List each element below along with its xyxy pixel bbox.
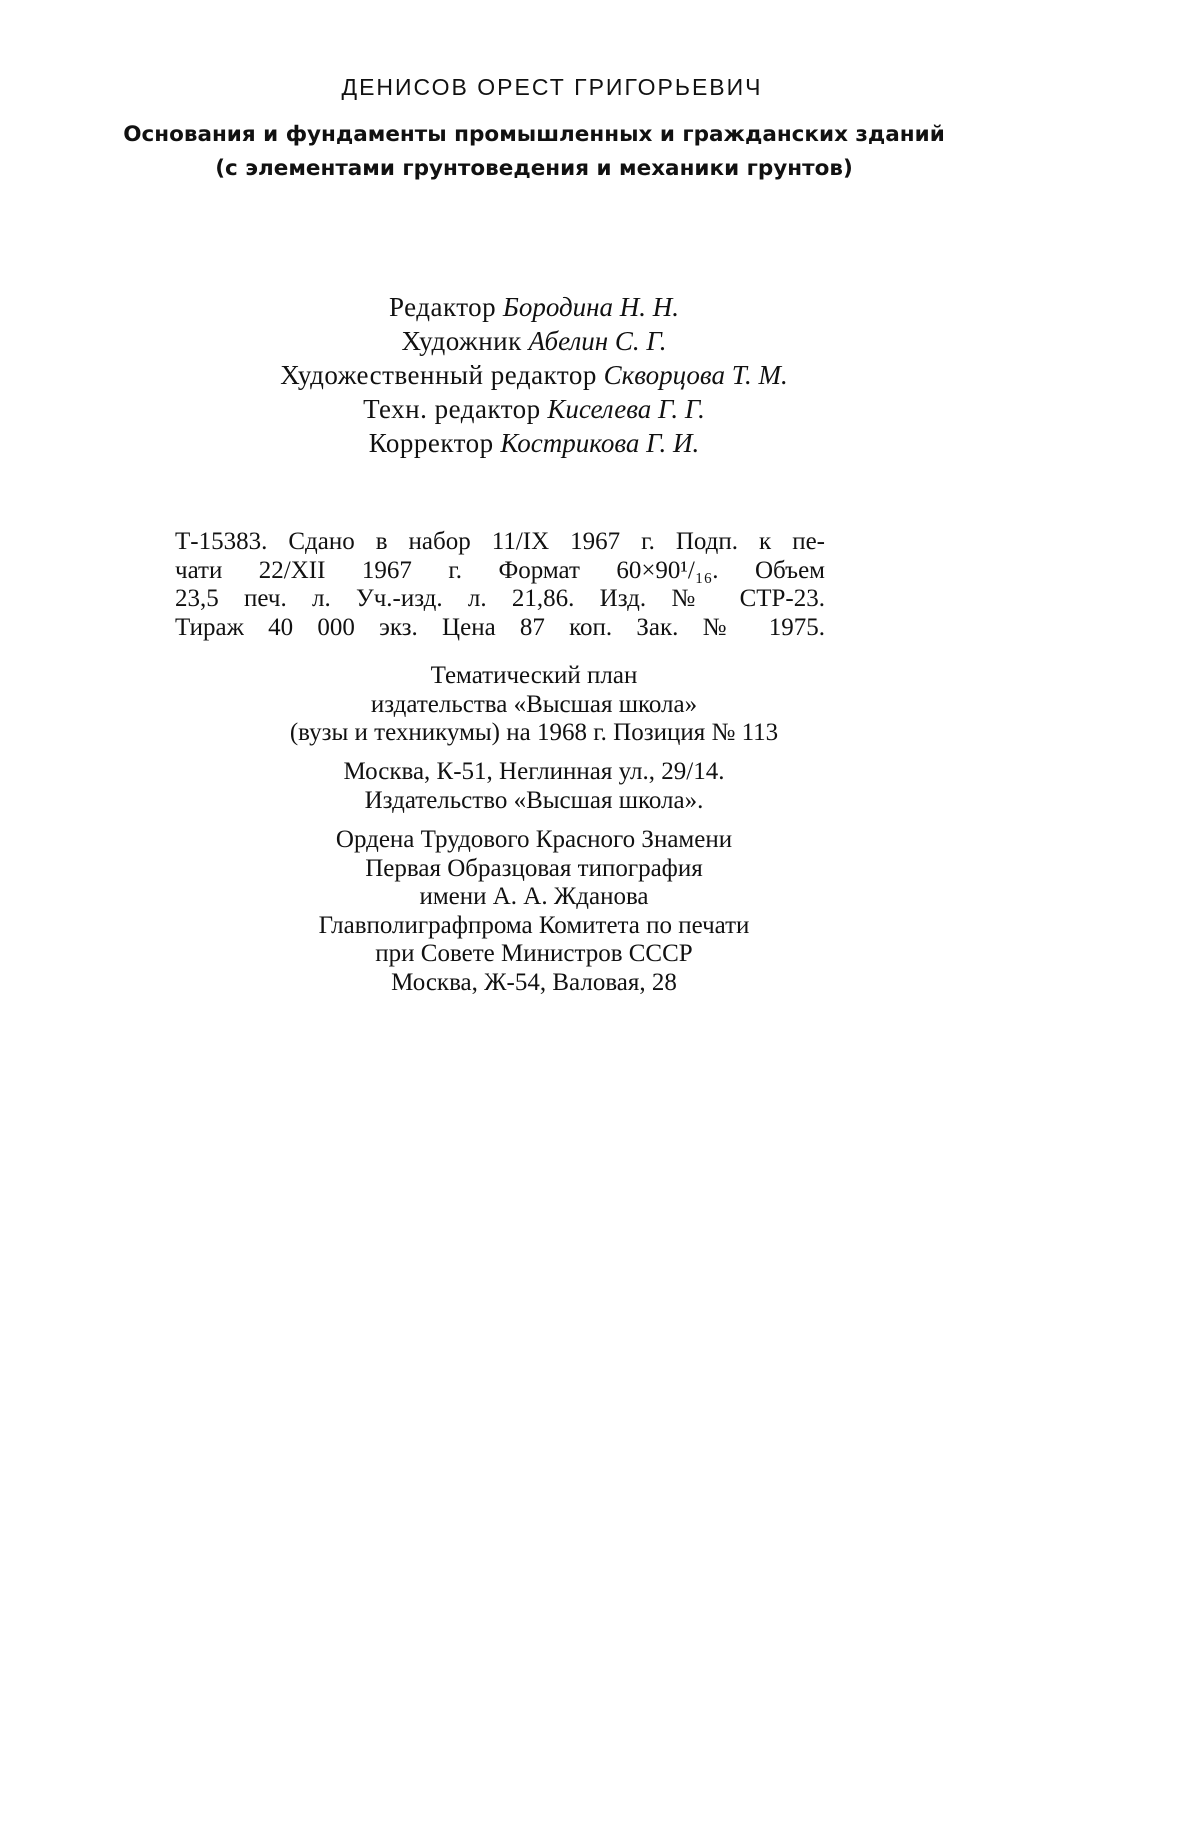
credit-tech-editor	[0, 392, 1134, 426]
printer-line: при Совете Министров СССР	[375, 940, 693, 967]
credit-art-editor	[0, 358, 1134, 392]
credit-artist	[0, 324, 1134, 358]
credit-role: Художник	[401, 326, 522, 356]
book-subtitle-line: (с элементами грунтоведения и механики грунтов)	[215, 156, 853, 181]
credit-person: Бородина Н. Н.	[502, 292, 680, 322]
imprint-line: Т-15383. Сдано в набор 11/IX 1967 г. Подп. к пе-	[175, 528, 825, 555]
credit-role: Техн. редактор	[363, 394, 541, 424]
credit-person: Киселева Г. Г.	[547, 394, 705, 424]
printer-line: Ордена Трудового Красного Знамени	[335, 826, 733, 853]
author-name: ДЕНИСОВ ОРЕСТ ГРИГОРЬЕВИЧ	[341, 74, 763, 100]
imprint-line: 23,5 печ. л. Уч.-изд. л. 21,86. Изд. № СТР-23.	[175, 585, 825, 612]
credits-list	[0, 290, 1134, 460]
credit-editor	[0, 290, 1134, 324]
imprint-block	[175, 528, 825, 642]
credit-person: Абелин С. Г.	[528, 326, 667, 356]
credit-person: Кострикова Г. И.	[500, 428, 700, 458]
printer-info	[0, 826, 1134, 997]
credit-role: Редактор	[388, 292, 497, 322]
imprint-line: чати 22/XII 1967 г. Формат 60×90¹/₁₆. Объем	[175, 556, 825, 584]
plan-line: Тематический план	[430, 662, 638, 689]
printer-line: имени А. А. Жданова	[419, 883, 649, 910]
credit-proofreader	[0, 426, 1134, 460]
printer-line: Главполиграфпрома Комитета по печати	[318, 911, 750, 939]
publisher-line: Москва, К-51, Неглинная ул., 29/14.	[343, 758, 725, 785]
credit-person: Скворцова Т. М.	[603, 360, 788, 390]
printer-line: Москва, Ж-54, Валовая, 28	[391, 968, 677, 996]
publisher-line: Издательство «Высшая школа».	[364, 786, 704, 814]
imprint-line: Тираж 40 000 экз. Цена 87 коп. Зак. № 1975.	[175, 613, 825, 641]
thematic-plan	[0, 662, 1134, 748]
publisher-address	[0, 758, 1134, 815]
book-title	[0, 118, 1134, 186]
credit-role: Корректор	[368, 428, 494, 458]
credit-role: Художественный редактор	[280, 360, 597, 390]
book-title-line: Основания и фундаменты промышленных и гражданских зданий	[123, 122, 945, 147]
printer-line: Первая Образцовая типография	[365, 854, 703, 882]
plan-line: издательства «Высшая школа»	[370, 690, 698, 718]
plan-line: (вузы и техникумы) на 1968 г. Позиция № 113	[289, 719, 779, 746]
